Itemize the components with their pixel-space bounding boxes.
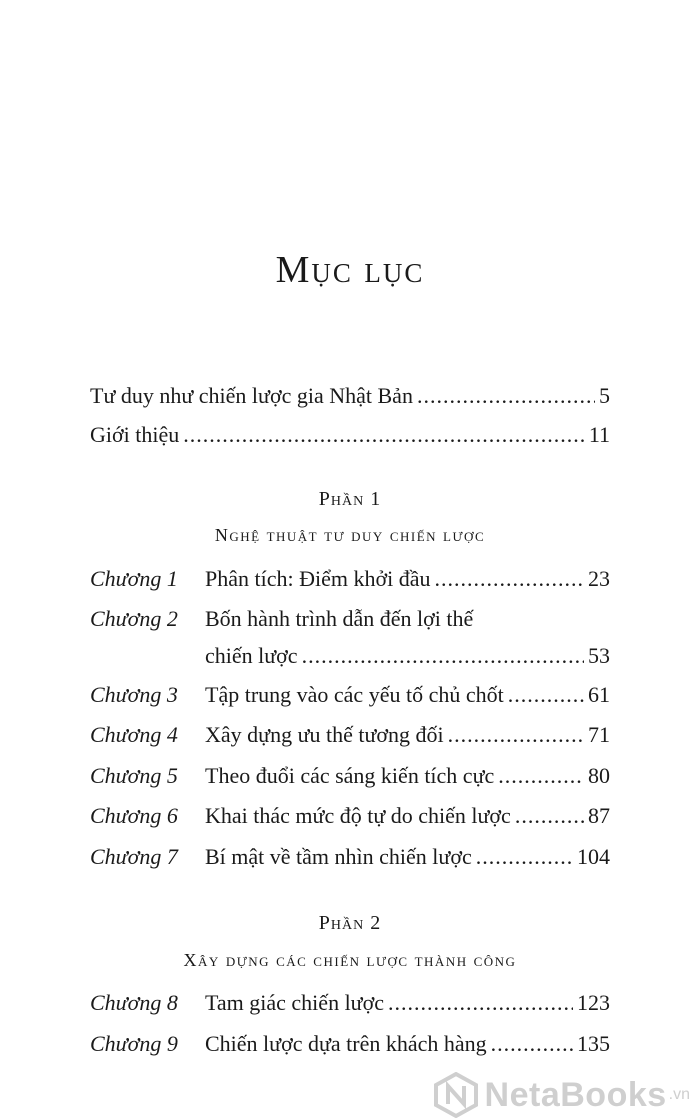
toc-entry-page: 61: [588, 682, 610, 707]
dot-leader: [498, 763, 584, 789]
dot-leader: [515, 803, 584, 829]
toc-entry-title: Giới thiệu: [90, 422, 180, 447]
chapter-label: Chương 2: [90, 606, 178, 631]
dot-leader: [302, 643, 584, 669]
part-label: Phần 2: [318, 912, 382, 934]
toc-entry-page: 23: [588, 566, 610, 591]
chapter-label: Chương 7: [90, 844, 178, 869]
chapter-label: Chương 5: [90, 763, 178, 788]
toc-entry[interactable]: [205, 844, 610, 870]
dot-leader: [183, 422, 585, 448]
toc-entry-title[interactable]: Bốn hành trình dẫn đến lợi thế: [205, 606, 474, 631]
toc-entry-title-continued: chiến lược: [205, 643, 298, 668]
watermark: [433, 1072, 690, 1118]
dot-leader: [448, 722, 584, 748]
toc-entry-page: 80: [588, 763, 610, 788]
toc-entry-page: 104: [577, 844, 610, 869]
part-name: Nghệ thuật tư duy chiến lược: [214, 525, 486, 545]
toc-entry-page: 11: [588, 422, 610, 447]
toc-entry[interactable]: [205, 803, 610, 829]
toc-entry-page: 123: [577, 990, 610, 1015]
toc-entry[interactable]: [205, 722, 610, 748]
chapter-label: Chương 6: [90, 803, 178, 828]
watermark-suffix: .vn: [668, 1086, 690, 1103]
dot-leader: [476, 844, 573, 870]
dot-leader: [388, 990, 573, 1016]
toc-entry[interactable]: [205, 990, 610, 1016]
part-name: Xây dựng các chiến lược thành công: [183, 950, 517, 970]
chapter-label: Chương 4: [90, 722, 178, 747]
toc-entry[interactable]: [205, 643, 610, 669]
chapter-label: Chương 3: [90, 682, 178, 707]
dot-leader: [508, 682, 584, 708]
page-title: Mục lục: [275, 249, 425, 291]
part-label: Phần 1: [318, 488, 382, 510]
dot-leader: [435, 566, 585, 592]
toc-entry-page: 87: [588, 803, 610, 828]
toc-entry-title: Bí mật về tầm nhìn chiến lược: [205, 844, 472, 869]
toc-entry-title: Theo đuổi các sáng kiến tích cực: [205, 763, 495, 788]
toc-entry[interactable]: [205, 1031, 610, 1057]
toc-entry-page: 135: [577, 1031, 610, 1056]
netabooks-logo-icon: [433, 1072, 479, 1118]
toc-entry-page: 53: [588, 643, 610, 668]
toc-entry-title: Xây dựng ưu thế tương đối: [205, 722, 444, 747]
dot-leader: [491, 1031, 573, 1057]
toc-entry-title: Khai thác mức độ tự do chiến lược: [205, 803, 511, 828]
toc-entry-page: 5: [599, 383, 610, 408]
toc-entry[interactable]: [90, 422, 610, 448]
toc-entry[interactable]: [205, 763, 610, 789]
toc-entry-title: Chiến lược dựa trên khách hàng: [205, 1031, 487, 1056]
chapter-label: Chương 9: [90, 1031, 178, 1056]
watermark-brand: NetaBooks: [484, 1075, 667, 1114]
toc-entry-title: Tam giác chiến lược: [205, 990, 384, 1015]
toc-entry[interactable]: [205, 566, 610, 592]
toc-entry-title: Tư duy như chiến lược gia Nhật Bản: [90, 383, 413, 408]
chapter-label: Chương 1: [90, 566, 178, 591]
toc-entry-page: 71: [588, 722, 610, 747]
toc-entry[interactable]: [90, 383, 610, 409]
chapter-label: Chương 8: [90, 990, 178, 1015]
toc-entry-title: Phân tích: Điểm khởi đầu: [205, 566, 431, 591]
toc-entry[interactable]: [205, 682, 610, 708]
dot-leader: [417, 383, 595, 409]
toc-entry-title: Tập trung vào các yếu tố chủ chốt: [205, 682, 504, 707]
